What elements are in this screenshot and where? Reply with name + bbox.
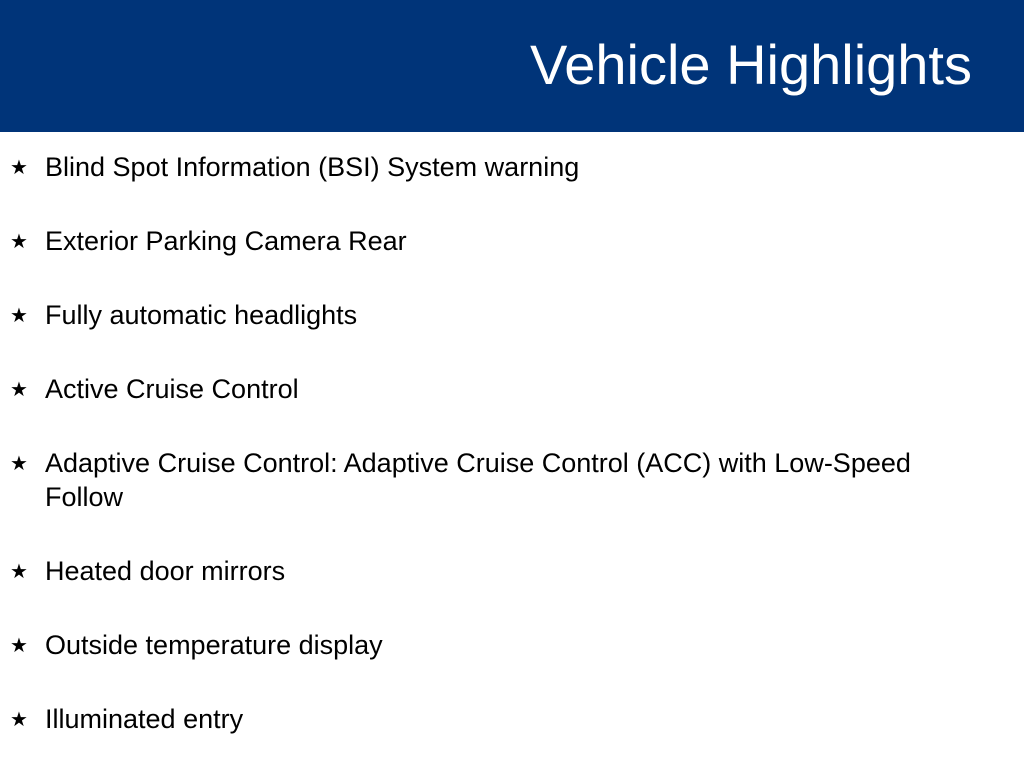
list-item bbox=[0, 446, 1024, 514]
list-item bbox=[0, 224, 1024, 258]
list-item-text: Outside temperature display bbox=[45, 630, 383, 660]
star-icon: ★ bbox=[10, 633, 28, 657]
list-item-text: Adaptive Cruise Control: Adaptive Cruise Control (ACC) with Low-Speed Follow bbox=[45, 448, 911, 512]
list-item bbox=[0, 150, 1024, 184]
highlights-list bbox=[0, 150, 1024, 776]
star-icon: ★ bbox=[10, 451, 28, 475]
list-item-text: Exterior Parking Camera Rear bbox=[45, 226, 407, 256]
star-icon: ★ bbox=[10, 707, 28, 731]
list-item bbox=[0, 628, 1024, 662]
star-icon: ★ bbox=[10, 377, 28, 401]
list-item-text: Heated door mirrors bbox=[45, 556, 286, 586]
list-item bbox=[0, 554, 1024, 588]
list-item-text: Fully automatic headlights bbox=[45, 300, 358, 330]
list-item bbox=[0, 702, 1024, 736]
star-icon: ★ bbox=[10, 229, 28, 253]
list-item-text: Active Cruise Control bbox=[45, 374, 299, 404]
star-icon: ★ bbox=[10, 559, 28, 583]
header-banner bbox=[0, 0, 1024, 132]
list-item-text: Blind Spot Information (BSI) System warning bbox=[45, 152, 580, 182]
page-title: Vehicle Highlights bbox=[529, 33, 972, 96]
list-item bbox=[0, 372, 1024, 406]
star-icon: ★ bbox=[10, 155, 28, 179]
list-item-text: Illuminated entry bbox=[45, 704, 244, 734]
list-item bbox=[0, 298, 1024, 332]
star-icon: ★ bbox=[10, 303, 28, 327]
